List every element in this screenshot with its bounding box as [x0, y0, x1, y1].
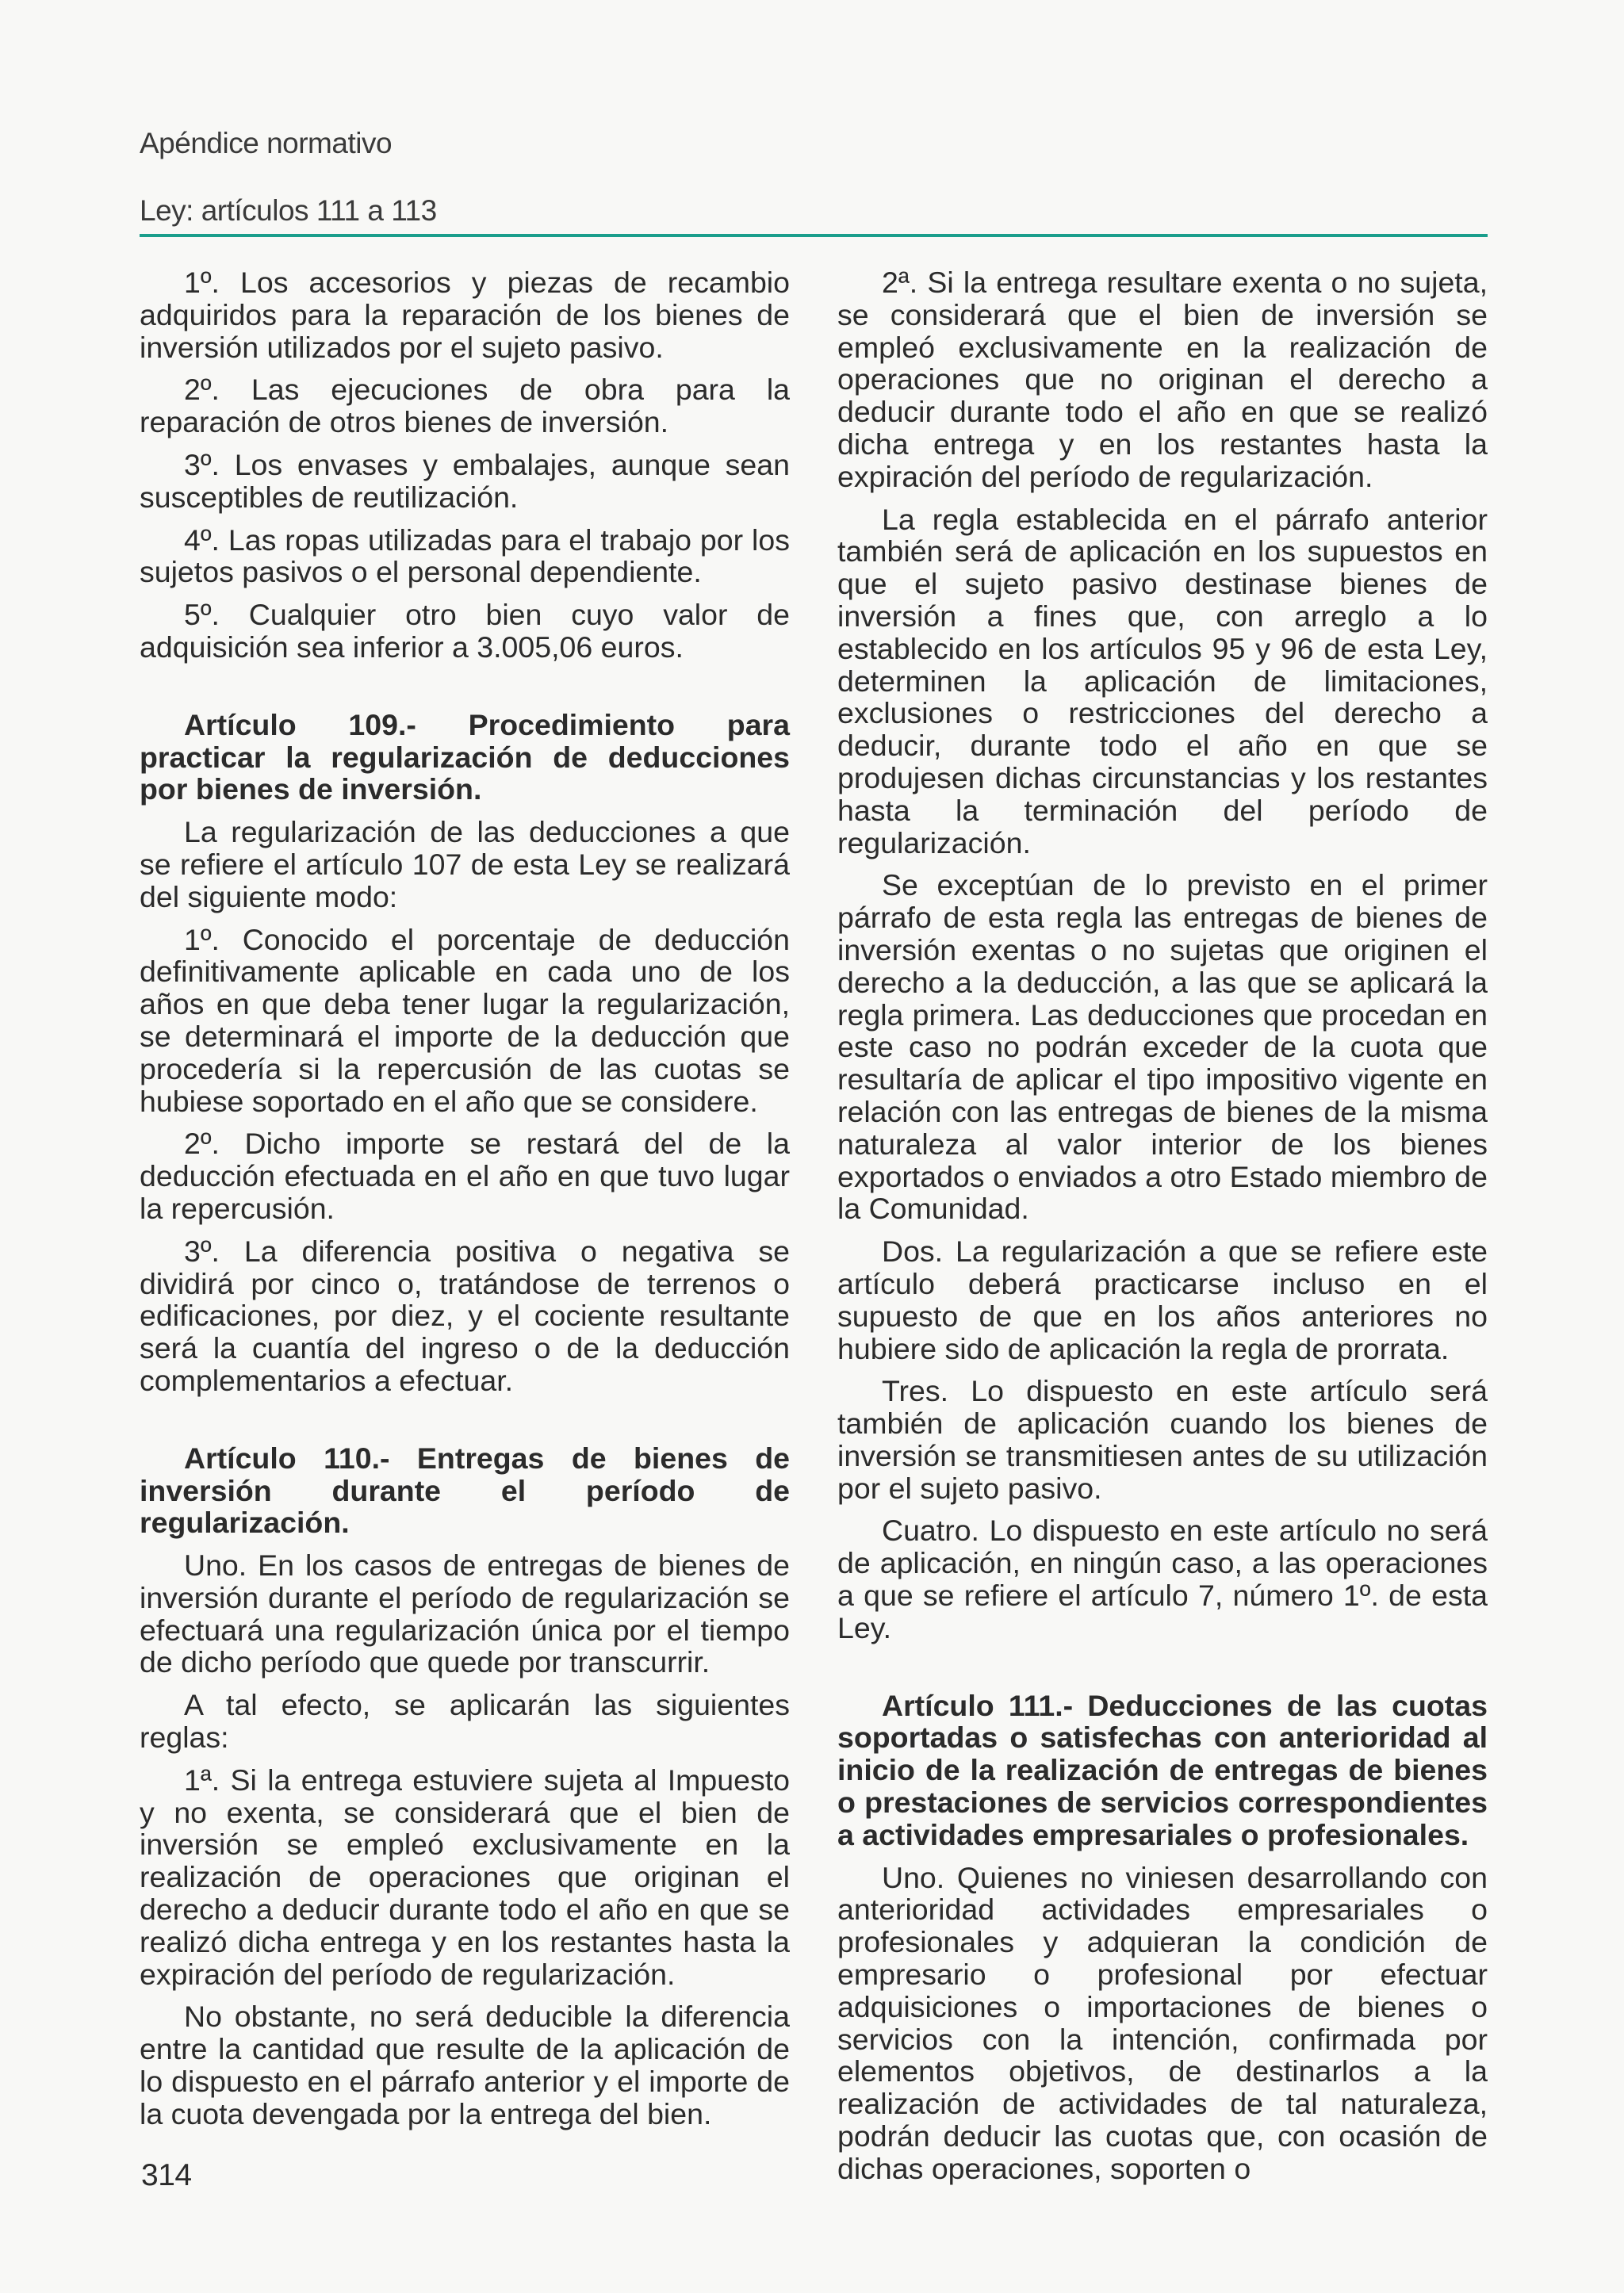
- paragraph: 3º. Los envases y embalajes, aunque sean susceptibles de reutilización.: [140, 447, 790, 514]
- page-number: 314: [141, 2158, 192, 2192]
- paragraph: 1º. Conocido el porcentaje de deducción definitivamente aplicable en cada uno de los años en que deba tener lugar la regularización, se determinará el importe de la deducción que procedería si la repercusión de las cuotas se hubiese soportado en el año que se considere.: [140, 922, 790, 1118]
- paragraph: No obstante, no será deducible la diferencia entre la cantidad que resulte de la aplicación de lo dispuesto en el párrafo anterior y el importe de la cuota devengada por la entrega del bien.: [140, 2000, 790, 2130]
- paragraph: A tal efecto, se aplicarán las siguientes reglas:: [140, 1688, 790, 1755]
- paragraph: La regularización de las deducciones a que se refiere el artículo 107 de esta Ley se realizará del siguiente modo:: [140, 815, 790, 913]
- paragraph: 3º. La diferencia positiva o negativa se dividirá por cinco o, tratándose de terrenos o edificaciones, por diez, y el cociente resultante será la cuantía del ingreso o de la deducción complementarios a efectuar.: [140, 1234, 790, 1397]
- paragraph: 2º. Las ejecuciones de obra para la reparación de otros bienes de inversión.: [140, 373, 790, 439]
- running-head-subsection: Ley: artículos 111 a 113: [140, 194, 437, 227]
- left-column: [140, 266, 790, 2141]
- article-title: Artículo 111.- Deducciones de las cuotas soportadas o satisfechas con anterioridad al inicio de la realización de entregas de bienes o prestaciones de servicios correspondientes a actividades empresariales o profesionales.: [837, 1688, 1488, 1851]
- paragraph: Tres. Lo dispuesto en este artículo será también de aplicación cuando los bienes de inversión se transmitiesen antes de su utilización por el sujeto pasivo.: [837, 1374, 1488, 1505]
- article-title: Artículo 110.- Entregas de bienes de inversión durante el período de regularización.: [140, 1441, 790, 1540]
- paragraph: 2ª. Si la entrega resultare exenta o no sujeta, se considerará que el bien de inversión se empleó exclusivamente en la realización de operaciones que no originan el derecho a deducir durante todo el año en que se realizó dicha entrega y en los restantes hasta la expiración del período de regularización.: [837, 266, 1488, 493]
- paragraph: Dos. La regularización a que se refiere este artículo deberá practicarse incluso en el supuesto de que en los años anteriores no hubiere sido de aplicación la regla de prorrata.: [837, 1235, 1488, 1365]
- paragraph: 2º. Dicho importe se restará del de la deducción efectuada en el año en que tuvo lugar la repercusión.: [140, 1127, 790, 1225]
- paragraph: Se exceptúan de lo previsto en el primer párrafo de esta regla las entregas de bienes de inversión exentas o no sujetas que originen el derecho a la deducción, a las que se aplicará la regla primera. Las deducciones que procedan en este caso no podrán exceder de la cuota que resultaría de aplicar el tipo impositivo vigente en relación con las entregas de bienes de la misma naturaleza al valor interior de los bienes exportados o enviados a otro Estado miembro de la Comunidad.: [837, 868, 1488, 1226]
- running-head-section: Apéndice normativo: [140, 127, 393, 159]
- right-column: [837, 266, 1488, 2195]
- paragraph: 4º. Las ropas utilizadas para el trabajo por los sujetos pasivos o el personal dependiente.: [140, 523, 790, 589]
- paragraph: 1ª. Si la entrega estuviere sujeta al Impuesto y no exenta, se considerará que el bien de inversión se empleó exclusivamente en la realización de operaciones que originan el derecho a deducir durante todo el año en que se realizó dicha entrega y en los restantes hasta la expiración del período de regularización.: [140, 1763, 790, 1991]
- paragraph: Cuatro. Lo dispuesto en este artículo no será de aplicación, en ningún caso, a las operaciones a que se refiere el artículo 7, número 1º. de esta Ley.: [837, 1514, 1488, 1644]
- paragraph: Uno. Quienes no viniesen desarrollando con anterioridad actividades empresariales o profesionales y adquieran la condición de empresario o profesional por efectuar adquisiciones o importaciones de bienes o servicios con la intención, confirmada por elementos objetivos, de destinarlos a la realización de actividades de tal naturaleza, podrán deducir las cuotas que, con ocasión de dichas operaciones, soporten o: [837, 1860, 1488, 2185]
- paragraph: 1º. Los accesorios y piezas de recambio adquiridos para la reparación de los bienes de inversión utilizados por el sujeto pasivo.: [140, 266, 790, 364]
- paragraph: La regla establecida en el párrafo anterior también será de aplicación en los supuestos en que el sujeto pasivo destinase bienes de inversión a fines que, con arreglo a lo establecido en los artículos 95 y 96 de esta Ley, determinen la aplicación de limitaciones, exclusiones o restricciones del derecho a deducir, durante todo el año en que se produjesen dichas circunstancias y los restantes hasta la terminación del período de regularización.: [837, 502, 1488, 859]
- paragraph: Uno. En los casos de entregas de bienes de inversión durante el período de regularización se efectuará una regularización única por el tiempo de dicho período que quede por transcurrir.: [140, 1548, 790, 1679]
- header-rule: [140, 234, 1488, 237]
- article-title: Artículo 109.- Procedimiento para practicar la regularización de deducciones por bienes de inversión.: [140, 707, 790, 806]
- paragraph: 5º. Cualquier otro bien cuyo valor de adquisición sea inferior a 3.005,06 euros.: [140, 598, 790, 664]
